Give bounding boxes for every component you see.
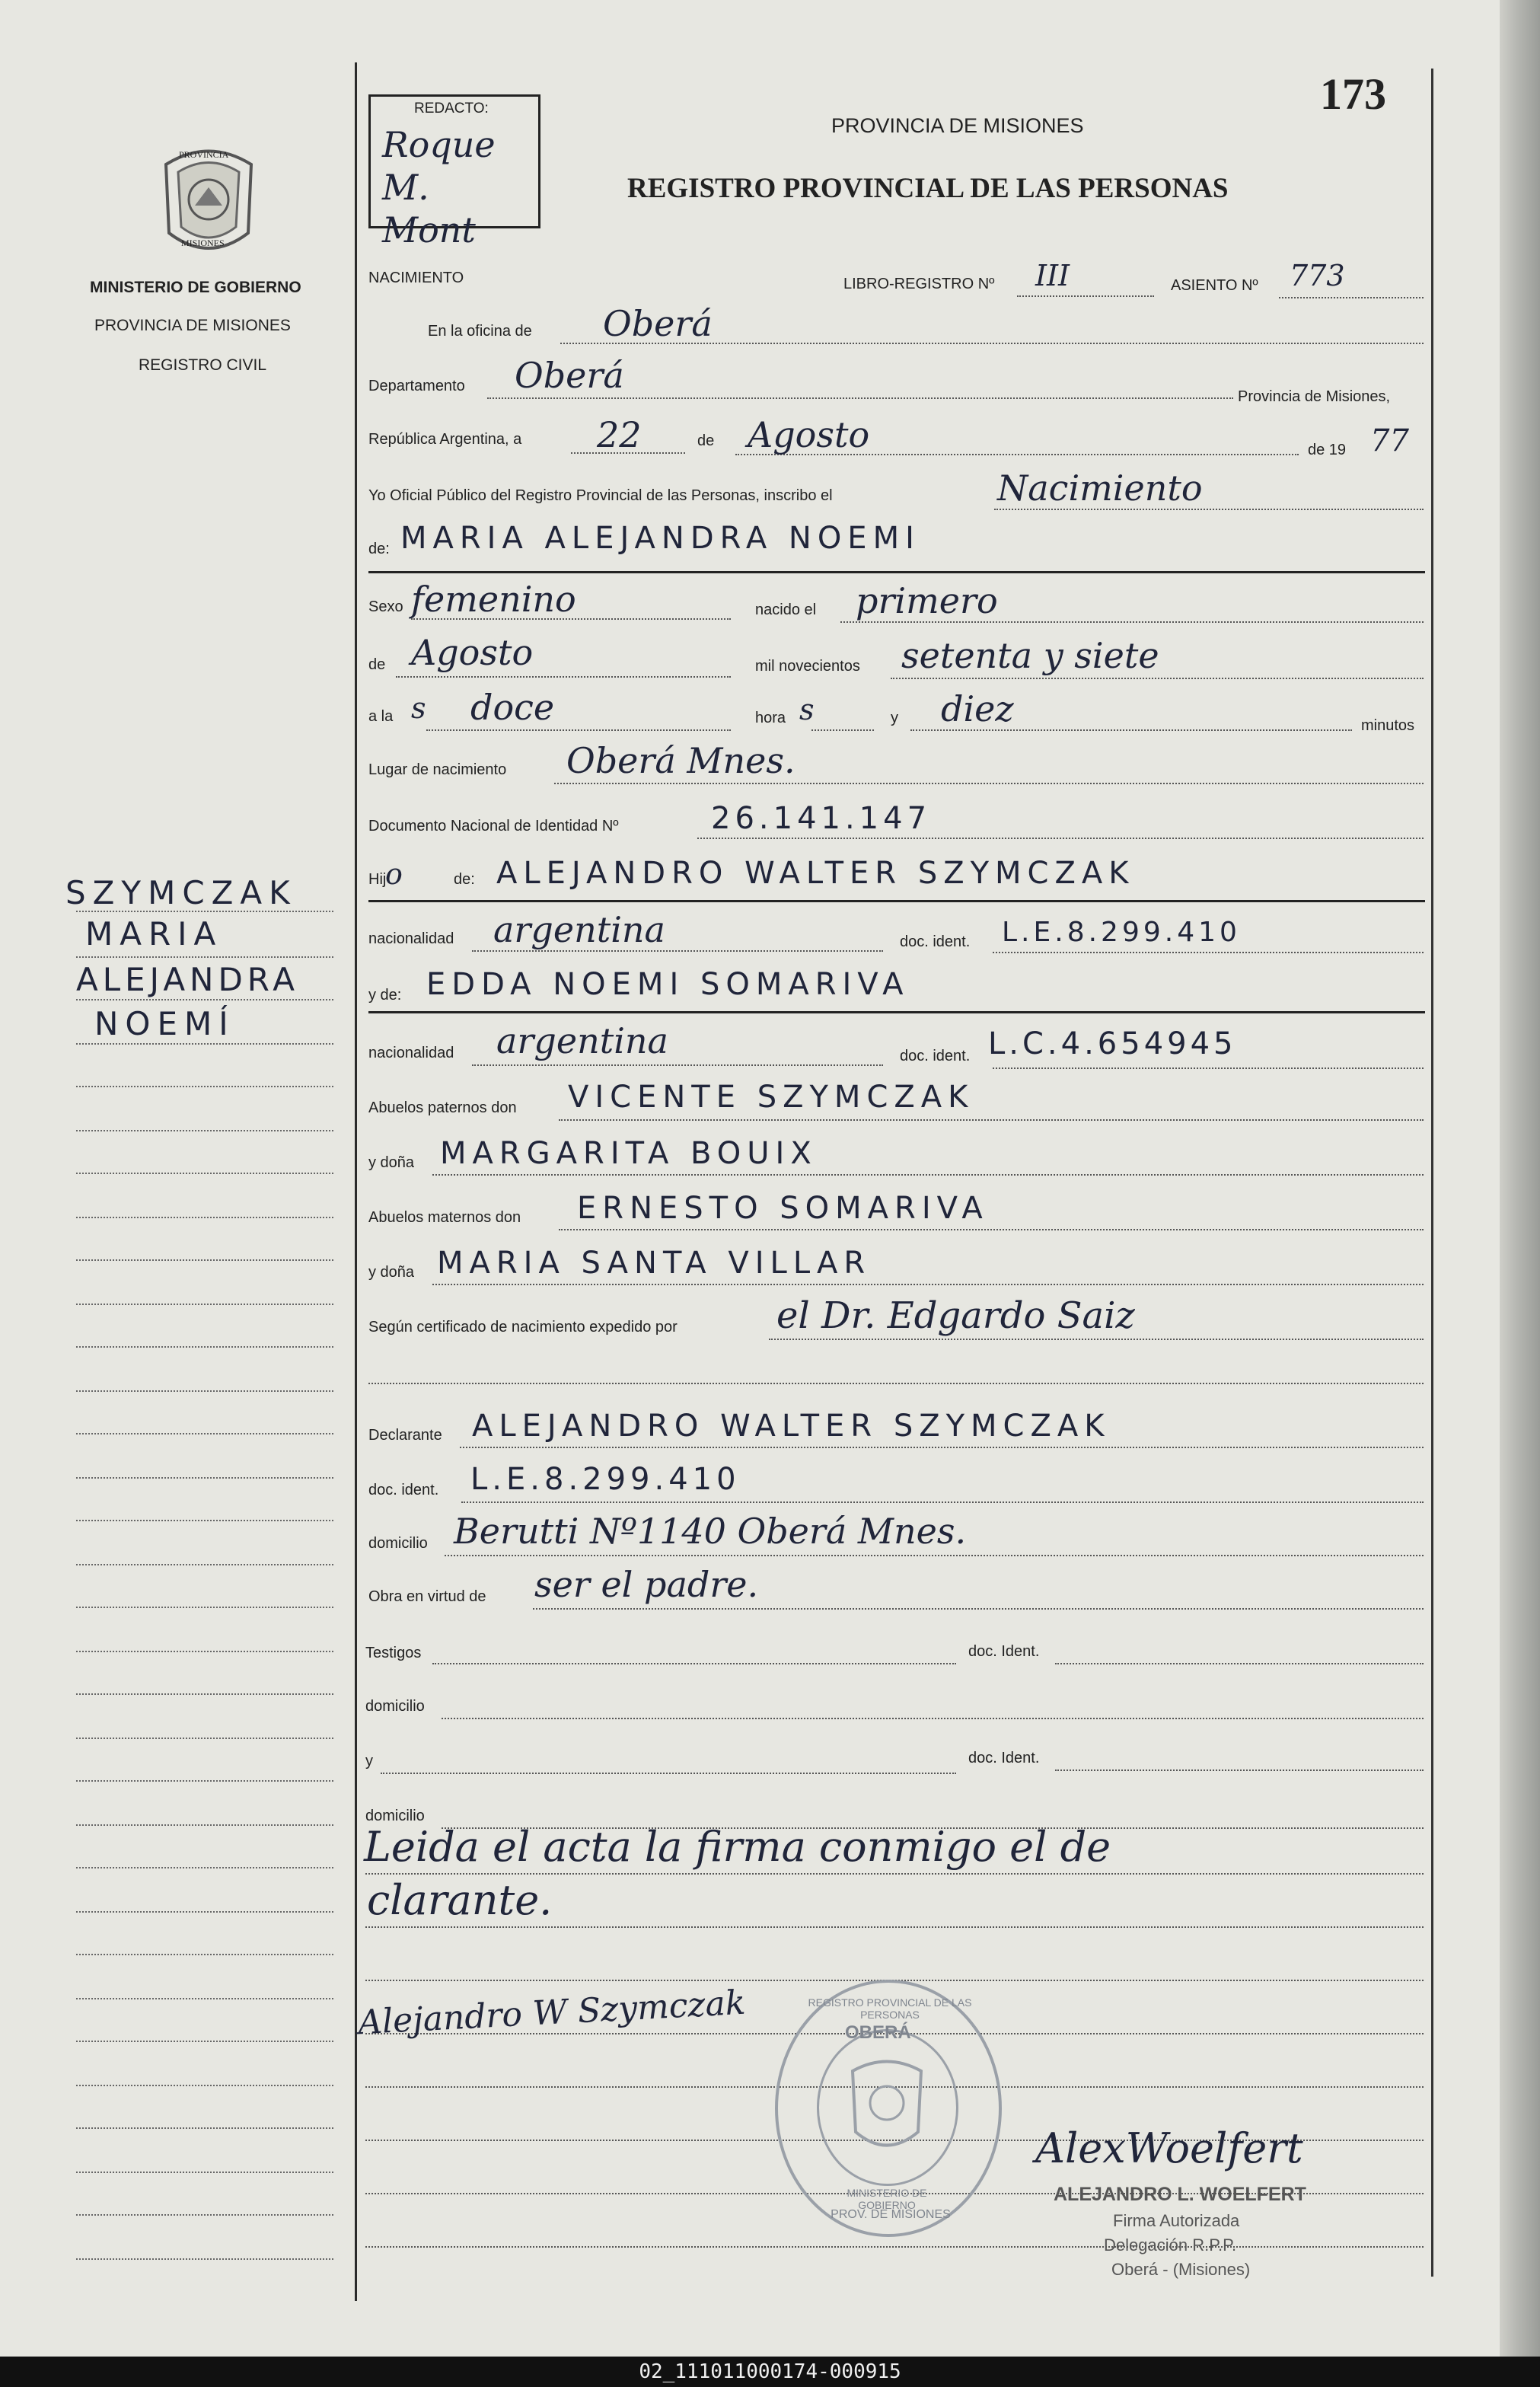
padre-value: ALEJANDRO WALTER SZYMCZAK — [496, 856, 1135, 891]
de-label: de — [697, 432, 715, 449]
official-line4: Oberá - (Misiones) — [1111, 2260, 1251, 2279]
y-dona-paterna-label: y doña — [368, 1154, 415, 1171]
redacto-label: REDACTO: — [414, 101, 489, 116]
margin-name2: ALEJANDRA — [76, 961, 300, 998]
official-line3: Delegación R.P.P. — [1104, 2235, 1237, 2255]
margin-surname: SZYMCZAK — [65, 874, 297, 911]
yo-oficial-label: Yo Oficial Público del Registro Provincial de las Personas, inscribo el — [368, 487, 833, 504]
asiento-value: 773 — [1290, 259, 1345, 292]
hora-value: doce — [470, 687, 555, 728]
dni-label: Documento Nacional de Identidad Nº — [368, 818, 619, 834]
ministry-heading: MINISTERIO DE GOBIERNO — [90, 279, 301, 296]
provincia-label: Provincia de Misiones, — [1238, 388, 1391, 405]
mil-novecientos-label: mil novecientos — [755, 658, 860, 675]
departamento-label: Departamento — [368, 378, 465, 394]
leida-line2: clarante. — [367, 1876, 553, 1924]
y-label: y — [891, 710, 898, 726]
departamento-value: Oberá — [515, 355, 624, 396]
page-number: 173 — [1320, 69, 1386, 119]
stamp-top-text: REGISTRO PROVINCIAL DE LAS PERSONAS — [808, 1996, 972, 2021]
a-la-label: a la — [368, 708, 394, 725]
doc-declarante-value: L.E.8.299.410 — [470, 1462, 741, 1497]
abuela-paterna-value: MARGARITA BOUIX — [440, 1136, 818, 1171]
nombre-de-label: de: — [368, 541, 390, 557]
nacionalidad-madre-value: argentina — [496, 1020, 668, 1061]
nacionalidad-padre-label: nacionalidad — [368, 930, 454, 947]
stamp-bottom-text: PROV. DE MISIONES — [831, 2208, 951, 2221]
nacido-value: primero — [856, 580, 998, 621]
mes-value: Agosto — [748, 414, 870, 455]
obra-value: ser el padre. — [534, 1564, 759, 1605]
mil-novecientos-value: setenta y siete — [901, 635, 1159, 676]
margin-name3: NOEMÍ — [94, 1005, 235, 1042]
doc-declarante-label: doc. ident. — [368, 1482, 439, 1498]
a-la-s: s — [411, 691, 426, 725]
stamp-inner-text: MINISTERIO DE GOBIERNO — [847, 2187, 927, 2211]
hijo-de-label: de: — [454, 871, 475, 888]
libro-label: LIBRO-REGISTRO Nº — [843, 276, 995, 292]
nacionalidad-madre-label: nacionalidad — [368, 1045, 454, 1061]
right-rule — [1431, 69, 1433, 2277]
declarante-label: Declarante — [368, 1427, 442, 1444]
declarante-signature: Alejandro W Szymczak — [357, 1983, 747, 2043]
y-dona-materna-label: y doña — [368, 1264, 415, 1281]
stamp-city: OBERÁ — [845, 2022, 911, 2043]
minutos-value: diez — [941, 688, 1014, 729]
libro-value: III — [1035, 259, 1070, 292]
oficina-value: Oberá — [603, 303, 713, 344]
page-binding-edge — [1500, 0, 1540, 2357]
certificado-label: Según certificado de nacimiento expedido por — [368, 1319, 678, 1336]
lugar-value: Oberá Mnes. — [566, 740, 796, 781]
stamp-seal-icon — [845, 2056, 929, 2155]
testigo2-doc-label: doc. Ident. — [968, 1750, 1040, 1766]
lugar-label: Lugar de nacimiento — [368, 761, 507, 778]
minutos-label: minutos — [1361, 717, 1415, 734]
domicilio3-label: domicilio — [365, 1808, 425, 1824]
dni-value: 26.141.147 — [711, 801, 932, 836]
anio-value: 77 — [1370, 423, 1409, 458]
official-line2: Firma Autorizada — [1113, 2211, 1240, 2230]
seal-text-bottom: MISIONES — [181, 238, 225, 248]
de-mes-label: de — [368, 656, 386, 673]
domicilio-value: Berutti Nº1140 Oberá Mnes. — [454, 1511, 967, 1552]
doc-padre-label: doc. ident. — [900, 933, 971, 950]
y-de-label: y de: — [368, 987, 402, 1004]
testigos-label: Testigos — [365, 1645, 422, 1661]
doc-madre-value: L.C.4.654945 — [988, 1026, 1237, 1061]
nacionalidad-padre-value: argentina — [493, 909, 665, 950]
republica-label: República Argentina, a — [368, 431, 522, 448]
declarante-value: ALEJANDRO WALTER SZYMCZAK — [472, 1409, 1111, 1444]
y2-label: y — [365, 1753, 373, 1770]
official-name: ALEJANDRO L. WOELFERT — [1054, 2184, 1306, 2205]
doc-madre-label: doc. ident. — [900, 1048, 971, 1064]
hijo-label: Hij — [368, 871, 387, 888]
abuelo-materno-value: ERNESTO SOMARIVA — [577, 1191, 989, 1226]
obra-label: Obra en virtud de — [368, 1588, 486, 1605]
leida-line1: Leida el acta la firma conmigo el de — [364, 1823, 1111, 1871]
madre-value: EDDA NOEMI SOMARIVA — [426, 967, 910, 1002]
hora-label: hora — [755, 710, 786, 726]
de-anio-label: de 19 — [1308, 442, 1347, 458]
dia-value: 22 — [597, 414, 642, 455]
margin-rule — [355, 62, 357, 2301]
abuelo-paterno-value: VICENTE SZYMCZAK — [568, 1080, 974, 1115]
nombre-value: MARIA ALEJANDRA NOEMI — [400, 521, 920, 556]
nacido-label: nacido el — [755, 602, 817, 618]
domicilio2-label: domicilio — [365, 1698, 425, 1715]
domicilio-label: domicilio — [368, 1535, 428, 1552]
province-heading: PROVINCIA DE MISIONES — [94, 317, 291, 334]
mes-nacimiento-value: Agosto — [411, 632, 534, 673]
asiento-label: ASIENTO Nº — [1171, 277, 1258, 294]
doc-padre-value: L.E.8.299.410 — [1002, 917, 1241, 948]
abuelos-maternos-label: Abuelos maternos don — [368, 1209, 521, 1226]
acto-value: Nacimiento — [997, 468, 1203, 509]
sexo-label: Sexo — [368, 598, 403, 615]
record-type-label: NACIMIENTO — [368, 270, 464, 286]
sexo-value: femenino — [411, 579, 576, 620]
abuelos-paternos-label: Abuelos paternos don — [368, 1099, 517, 1116]
registry-heading: REGISTRO CIVIL — [139, 356, 267, 374]
hijo-suffix: o — [385, 857, 403, 891]
registry-title: REGISTRO PROVINCIAL DE LAS PERSONAS — [627, 173, 1229, 204]
certificado-value: el Dr. Edgardo Saiz — [776, 1294, 1135, 1337]
scan-id-footer: 02_111011000174-000915 — [0, 2357, 1540, 2387]
province-title: PROVINCIA DE MISIONES — [831, 114, 1084, 137]
testigo-doc-label: doc. Ident. — [968, 1643, 1040, 1660]
official-signature: AlexWoelfert — [1035, 2124, 1303, 2172]
abuela-materna-value: MARIA SANTA VILLAR — [437, 1246, 872, 1281]
oficina-label: En la oficina de — [428, 323, 532, 340]
seal-text-top: PROVINCIA — [179, 149, 229, 160]
margin-name1: MARIA — [85, 915, 223, 953]
hora-s: s — [799, 693, 815, 726]
redacto-value: Roque M. Mont — [382, 124, 496, 251]
